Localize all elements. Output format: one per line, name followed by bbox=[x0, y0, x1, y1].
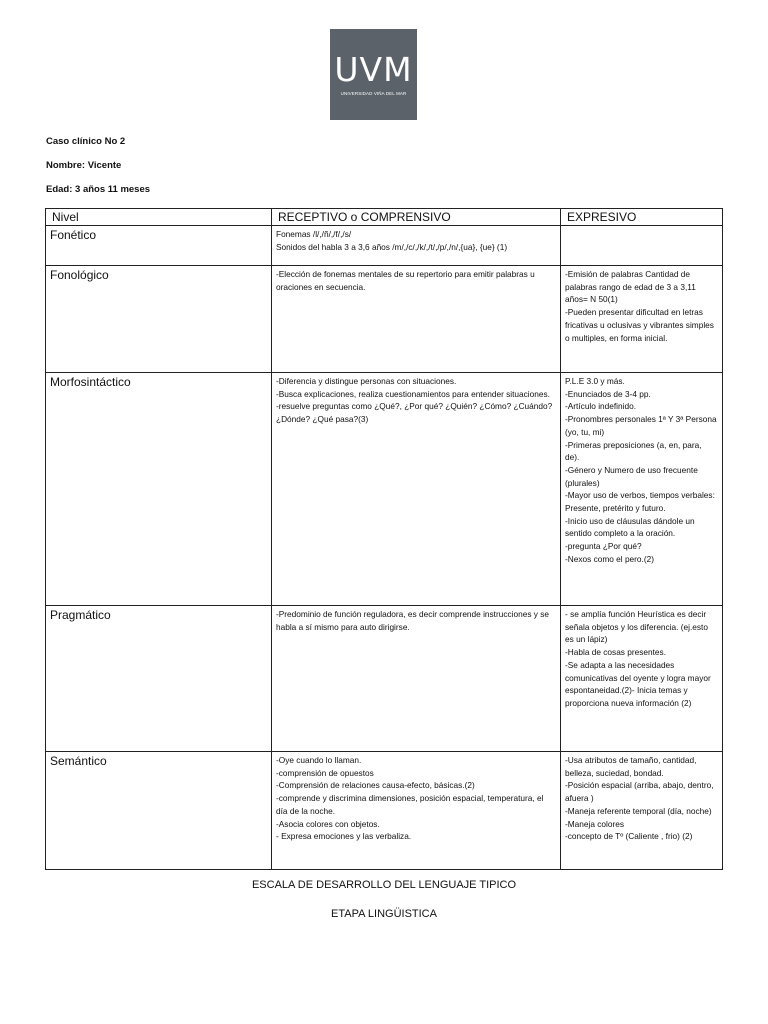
expresivo-line: -Pueden presentar dificultad en letras fricativas u oclusivas y vibrantes simples o multiples, en forma inicial. bbox=[565, 307, 714, 343]
table-row bbox=[46, 752, 723, 870]
receptivo-line: -Elección de fonemas mentales de su repertorio para emitir palabras u oraciones en secuencia. bbox=[276, 269, 535, 292]
expresivo-line: P.L.E 3.0 y más. bbox=[565, 376, 625, 386]
row-expresivo bbox=[561, 752, 723, 870]
row-receptivo bbox=[272, 606, 561, 752]
expresivo-line: -Inicio uso de cláusulas dándole un sentido completo a la oración. bbox=[565, 515, 695, 539]
receptivo-line: Fonemas /l/,/ñ/,/f/,/s/ bbox=[276, 229, 352, 239]
receptivo-line: Sonidos del habla 3 a 3,6 años /m/,/c/,/k/,/t/,/p/,/n/,{ua}, {ue} (1) bbox=[276, 241, 508, 252]
receptivo-line: -Diferencia y distingue personas con situaciones. bbox=[276, 376, 457, 386]
row-nivel: Morfosintáctico bbox=[46, 373, 272, 606]
expresivo-line: -Usa atributos de tamaño, cantidad, belleza, suciedad, bondad. bbox=[565, 755, 697, 778]
logo-mark: UVM bbox=[334, 50, 413, 89]
header-nivel: Nivel bbox=[46, 209, 272, 226]
expresivo-line: -Habla de cosas presentes. bbox=[565, 647, 667, 658]
expresivo-line: -Emisión de palabras Cantidad de palabras rango de edad de 3 a 3,11 años= N 50(1) bbox=[565, 269, 696, 305]
expresivo-line: -Se adapta a las necesidades comunicativas del oyente y logra mayor espontaneidad.(2)- Inicia temas y proporciona nueva información (2) bbox=[565, 659, 711, 708]
table-row bbox=[46, 266, 723, 373]
receptivo-line: -resuelve preguntas como ¿Qué?, ¿Por qué? ¿Quién? ¿Cómo? ¿Cuándo? ¿Dónde? ¿Qué pasa?(3) bbox=[276, 401, 553, 425]
row-expresivo bbox=[561, 266, 723, 373]
logo-subtitle: UNIVERSIDAD VIÑA DEL MAR bbox=[340, 91, 407, 96]
expresivo-line: -concepto de Tº (Caliente , frio) (2) bbox=[565, 831, 693, 842]
expresivo-line: -pregunta ¿Por qué? bbox=[565, 541, 642, 552]
row-receptivo bbox=[272, 752, 561, 870]
receptivo-line: - Expresa emociones y las verbaliza. bbox=[276, 831, 412, 842]
expresivo-line: -Pronombres personales 1ª Y 3ª Persona (yo, tu, mi) bbox=[565, 414, 717, 437]
row-receptivo bbox=[272, 373, 561, 606]
uvm-logo bbox=[330, 29, 417, 120]
patient-name: Nombre: Vicente bbox=[46, 160, 122, 171]
expresivo-line: - se amplía función Heurística es decir señala objetos y los diferencia. (ej.esto es un lápiz) bbox=[565, 609, 708, 645]
table-row bbox=[46, 226, 723, 266]
receptivo-line: -Oye cuando lo llaman. bbox=[276, 755, 362, 765]
row-expresivo bbox=[561, 373, 723, 606]
case-number: Caso clínico No 2 bbox=[46, 136, 126, 147]
expresivo-line: -Maneja colores bbox=[565, 818, 625, 829]
row-expresivo bbox=[561, 606, 723, 752]
header-receptivo: RECEPTIVO o COMPRENSIVO bbox=[272, 209, 561, 226]
receptivo-line: -Asocia colores con objetos. bbox=[276, 818, 380, 829]
receptivo-line: -Comprensión de relaciones causa-efecto, básicas.(2) bbox=[276, 780, 475, 791]
row-nivel: Fonético bbox=[46, 226, 272, 266]
table-header-row bbox=[46, 209, 723, 226]
expresivo-line: -Nexos como el pero.(2) bbox=[565, 553, 654, 564]
receptivo-line: -comprende y discrimina dimensiones, posición espacial, temperatura, el día de la noche. bbox=[276, 793, 544, 816]
table-row bbox=[46, 373, 723, 606]
row-expresivo bbox=[561, 226, 723, 266]
receptivo-line: -Busca explicaciones, realiza cuestionamientos para entender situaciones. bbox=[276, 388, 550, 399]
patient-age: Edad: 3 años 11 meses bbox=[46, 184, 151, 195]
expresivo-line: -Posición espacial (arriba, abajo, dentro, afuera ) bbox=[565, 780, 714, 804]
expresivo-line: -Maneja referente temporal (día, noche) bbox=[565, 805, 712, 816]
stage-title: ETAPA LINGÜISTICA bbox=[331, 908, 437, 920]
row-receptivo bbox=[272, 226, 561, 266]
row-receptivo bbox=[272, 266, 561, 373]
row-nivel: Pragmático bbox=[46, 606, 272, 752]
receptivo-line: -Predominio de función reguladora, es decir comprende instrucciones y se habla a sí mismo para auto dirigirse. bbox=[276, 609, 550, 632]
expresivo-line: -Enunciados de 3-4 pp. bbox=[565, 388, 651, 399]
expresivo-line: -Primeras preposiciones (a, en, para, de). bbox=[565, 439, 702, 463]
language-scale-table bbox=[45, 208, 723, 870]
expresivo-line: -Género y Numero de uso frecuente (plurales) bbox=[565, 464, 698, 488]
table-row bbox=[46, 606, 723, 752]
expresivo-line: -Mayor uso de verbos, tiempos verbales: Presente, pretérito y futuro. bbox=[565, 490, 715, 514]
row-nivel: Fonológico bbox=[46, 266, 272, 373]
expresivo-line: -Artículo indefinido. bbox=[565, 401, 637, 412]
receptivo-line: -comprensión de opuestos bbox=[276, 767, 374, 778]
row-nivel: Semántico bbox=[46, 752, 272, 870]
header-expresivo: EXPRESIVO bbox=[561, 209, 723, 226]
scale-title: ESCALA DE DESARROLLO DEL LENGUAJE TIPICO bbox=[251, 879, 517, 891]
